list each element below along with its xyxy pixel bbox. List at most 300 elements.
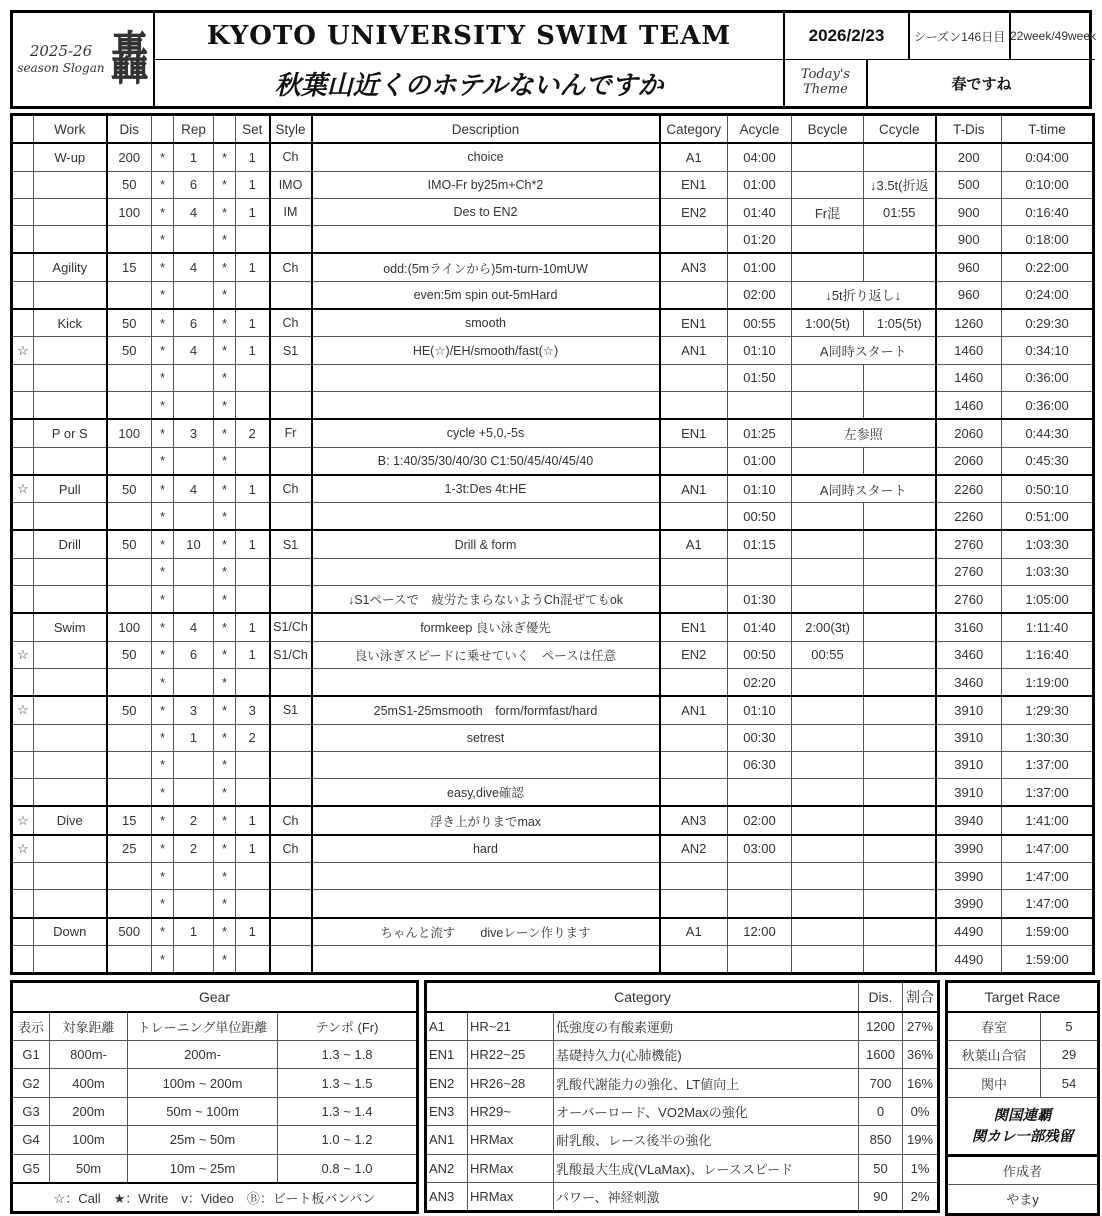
set-cell: [236, 751, 270, 778]
asterisk-cell: *: [152, 696, 174, 724]
rep-cell: [174, 890, 214, 918]
style-cell: S1: [270, 696, 312, 724]
call-star-cell: [12, 171, 34, 198]
description-cell: smooth: [312, 309, 660, 337]
work-cell: [34, 779, 107, 807]
work-cell: Kick: [34, 309, 107, 337]
call-star-cell: ☆: [12, 337, 34, 364]
style-cell: Fr: [270, 419, 312, 447]
bcycle-cell: [792, 863, 864, 890]
asterisk-cell: *: [152, 391, 174, 419]
race-name-cell: 春室: [947, 1012, 1041, 1041]
asterisk-cell: *: [152, 724, 174, 751]
work-cell: [34, 337, 107, 364]
tdis-cell: 3910: [936, 751, 1002, 778]
ccycle-cell: [864, 779, 936, 807]
asterisk-cell: *: [214, 364, 236, 391]
ttime-cell: 0:04:00: [1002, 143, 1094, 171]
asterisk-cell: *: [152, 558, 174, 585]
style-cell: Ch: [270, 253, 312, 281]
gear-row: [12, 1040, 418, 1068]
category-cell: [660, 364, 728, 391]
ttime-cell: 1:11:40: [1002, 613, 1094, 641]
header-date-row: [783, 13, 1095, 60]
asterisk-cell: *: [152, 447, 174, 475]
ccycle-cell: [864, 447, 936, 475]
rep-cell: [174, 391, 214, 419]
gear-tempo-cell: 1.3 ~ 1.5: [278, 1069, 418, 1097]
rep-cell: 1: [174, 724, 214, 751]
star-column-header: [12, 115, 34, 144]
target-race-table: [945, 980, 1100, 1215]
main-table-body: [12, 143, 1094, 973]
rep-cell: 2: [174, 806, 214, 834]
asterisk-cell: *: [152, 779, 174, 807]
work-cell: W-up: [34, 143, 107, 171]
ccycle-cell: [864, 806, 936, 834]
set-cell: 1: [236, 835, 270, 863]
category-cell: EN1: [660, 171, 728, 198]
rep-cell: [174, 945, 214, 973]
set-cell: 3: [236, 696, 270, 724]
gear-column-header: 表示: [12, 1012, 50, 1041]
dis-cell: 50: [107, 696, 152, 724]
tdis-cell: 2260: [936, 475, 1002, 503]
dis-cell: 200: [107, 143, 152, 171]
set-cell: 1: [236, 530, 270, 558]
ccycle-cell: [864, 364, 936, 391]
bcycle-cell: [792, 890, 864, 918]
category-cell: [660, 779, 728, 807]
gear-distance-cell: 100m: [50, 1126, 128, 1154]
set-cell: 1: [236, 918, 270, 946]
asterisk-cell: *: [152, 613, 174, 641]
asterisk-cell: *: [214, 863, 236, 890]
category-hr-cell: HRMax: [468, 1182, 554, 1211]
bcycle-cell: [792, 364, 864, 391]
acycle-cell: 01:40: [728, 198, 792, 225]
style-cell: Ch: [270, 309, 312, 337]
tdis-cell: 1460: [936, 391, 1002, 419]
ttime-cell: 0:10:00: [1002, 171, 1094, 198]
style-cell: [270, 890, 312, 918]
season-slogan: [17, 42, 104, 77]
gear-id-cell: G5: [12, 1154, 50, 1183]
rep-cell: [174, 863, 214, 890]
category-cell: [660, 863, 728, 890]
asterisk-cell: *: [214, 253, 236, 281]
style-cell: [270, 751, 312, 778]
set-cell: [236, 281, 270, 309]
dis-cell: [107, 751, 152, 778]
team-logo-calligraphy: 轟: [110, 24, 149, 93]
asterisk-cell: *: [214, 724, 236, 751]
category-cell: AN3: [660, 253, 728, 281]
dis-cell: 100: [107, 419, 152, 447]
target-race-row: [947, 1012, 1099, 1041]
style-cell: [270, 558, 312, 585]
ccycle-cell: [864, 668, 936, 696]
asterisk-cell: *: [214, 419, 236, 447]
workout-row: [12, 668, 1094, 696]
gear-unit-cell: 200m-: [128, 1040, 278, 1068]
call-star-cell: [12, 198, 34, 225]
bcycle-cell: [792, 806, 864, 834]
gear-unit-cell: 50m ~ 100m: [128, 1097, 278, 1125]
bcycle-column-header: Bcycle: [792, 115, 864, 144]
category-dis-cell: 1600: [859, 1040, 903, 1068]
set-cell: 1: [236, 475, 270, 503]
category-cell: EN1: [660, 419, 728, 447]
rep-cell: [174, 447, 214, 475]
category-table-body: [426, 1012, 939, 1212]
category-cell: [660, 890, 728, 918]
set-cell: 1: [236, 337, 270, 364]
category-row: [426, 1069, 939, 1097]
workout-row: [12, 475, 1094, 503]
ttime-cell: 1:16:40: [1002, 641, 1094, 668]
bcycle-cell: [792, 530, 864, 558]
acycle-cell: 00:50: [728, 641, 792, 668]
ttime-cell: 1:19:00: [1002, 668, 1094, 696]
category-cell: [660, 668, 728, 696]
work-cell: [34, 281, 107, 309]
ccycle-cell: ↓3.5t(折返: [864, 171, 936, 198]
call-star-cell: [12, 863, 34, 890]
style-cell: [270, 586, 312, 614]
season-day-counter: シーズン146日目: [908, 13, 1009, 59]
category-desc-cell: 基礎持久力(心肺機能): [554, 1040, 859, 1068]
description-cell: easy,dive確認: [312, 779, 660, 807]
acycle-cell: 00:55: [728, 309, 792, 337]
asterisk-cell: *: [152, 226, 174, 254]
ccycle-cell: [864, 391, 936, 419]
bcycle-cell: 1:00(5t): [792, 309, 864, 337]
category-cell: AN2: [660, 835, 728, 863]
category-ratio-cell: 0%: [903, 1097, 939, 1125]
style-cell: Ch: [270, 475, 312, 503]
gear-table-body: [12, 1040, 418, 1182]
team-title: KYOTO UNIVERSITY SWIM TEAM: [155, 13, 783, 60]
tdis-cell: 4490: [936, 918, 1002, 946]
theme-row: [783, 60, 1095, 106]
gear-id-cell: G1: [12, 1040, 50, 1068]
category-ratio-cell: 19%: [903, 1126, 939, 1154]
category-hr-cell: HR~21: [468, 1012, 554, 1041]
season-slogan-label: season Slogan: [17, 61, 105, 76]
category-dis-cell: 90: [859, 1182, 903, 1211]
tdis-cell: 3160: [936, 613, 1002, 641]
gear-unit-cell: 10m ~ 25m: [128, 1154, 278, 1183]
ttime-cell: 1:03:30: [1002, 558, 1094, 585]
ttime-cell: 0:22:00: [1002, 253, 1094, 281]
set-cell: 1: [236, 641, 270, 668]
rep-cell: 4: [174, 337, 214, 364]
category-cell: AN3: [660, 806, 728, 834]
workout-row: [12, 419, 1094, 447]
asterisk-cell: *: [214, 171, 236, 198]
asterisk-column-header: [214, 115, 236, 144]
dis-cell: [107, 863, 152, 890]
asterisk-cell: *: [152, 890, 174, 918]
rep-cell: 10: [174, 530, 214, 558]
description-cell: 1-3t:Des 4t:HE: [312, 475, 660, 503]
bcycle-cell: [792, 253, 864, 281]
call-star-cell: ☆: [12, 806, 34, 834]
workout-row: [12, 641, 1094, 668]
tdis-cell: 1260: [936, 309, 1002, 337]
category-cell: AN1: [660, 696, 728, 724]
style-cell: S1: [270, 530, 312, 558]
ccycle-cell: 1:05(5t): [864, 309, 936, 337]
asterisk-cell: *: [214, 835, 236, 863]
dis-cell: 50: [107, 475, 152, 503]
description-cell: [312, 503, 660, 531]
work-cell: [34, 226, 107, 254]
bcycle-cell: [792, 696, 864, 724]
workout-row: [12, 751, 1094, 778]
call-star-cell: [12, 586, 34, 614]
dis-cell: 25: [107, 835, 152, 863]
gear-distance-cell: 800m-: [50, 1040, 128, 1068]
acycle-cell: 12:00: [728, 918, 792, 946]
ttime-column-header: T-time: [1002, 115, 1094, 144]
style-cell: [270, 668, 312, 696]
rep-cell: 3: [174, 696, 214, 724]
description-cell: choice: [312, 143, 660, 171]
ttime-cell: 1:59:00: [1002, 918, 1094, 946]
rep-cell: [174, 226, 214, 254]
work-cell: [34, 586, 107, 614]
target-race-row: [947, 1069, 1099, 1097]
ccycle-cell: [864, 751, 936, 778]
description-cell: [312, 751, 660, 778]
asterisk-cell: *: [214, 918, 236, 946]
set-cell: [236, 890, 270, 918]
ttime-cell: 0:18:00: [1002, 226, 1094, 254]
rep-cell: [174, 558, 214, 585]
category-row: [426, 1040, 939, 1068]
description-cell: 25mS1-25msmooth form/formfast/hard: [312, 696, 660, 724]
ttime-cell: 0:45:30: [1002, 447, 1094, 475]
description-cell: formkeep 良い泳ぎ優先: [312, 613, 660, 641]
workout-row: [12, 253, 1094, 281]
asterisk-cell: *: [152, 945, 174, 973]
bcycle-cell: [792, 503, 864, 531]
ttime-cell: 1:47:00: [1002, 863, 1094, 890]
workout-row: [12, 337, 1094, 364]
bcycle-cell: [792, 668, 864, 696]
gear-unit-cell: 100m ~ 200m: [128, 1069, 278, 1097]
workout-row: [12, 806, 1094, 834]
ccycle-cell: [864, 558, 936, 585]
category-desc-cell: オーバーロード、VO2Maxの強化: [554, 1097, 859, 1125]
tdis-cell: 200: [936, 143, 1002, 171]
practice-date: 2026/2/23: [783, 13, 908, 59]
call-star-cell: ☆: [12, 696, 34, 724]
call-star-cell: [12, 143, 34, 171]
description-cell: [312, 863, 660, 890]
description-column-header: Description: [312, 115, 660, 144]
set-cell: [236, 558, 270, 585]
description-cell: [312, 364, 660, 391]
ttime-cell: 0:29:30: [1002, 309, 1094, 337]
tdis-cell: 2260: [936, 503, 1002, 531]
ccycle-cell: [864, 696, 936, 724]
dis-cell: 15: [107, 806, 152, 834]
ttime-cell: 0:24:00: [1002, 281, 1094, 309]
gear-distance-cell: 400m: [50, 1069, 128, 1097]
bcycle-cell: [792, 724, 864, 751]
ccycle-cell: [864, 945, 936, 973]
call-star-cell: [12, 447, 34, 475]
workout-row: [12, 696, 1094, 724]
ccycle-cell: [864, 253, 936, 281]
acycle-cell: [728, 558, 792, 585]
style-cell: S1: [270, 337, 312, 364]
bcycle-ccycle-cell: A同時スタート: [792, 475, 936, 503]
tdis-cell: 1460: [936, 364, 1002, 391]
tdis-cell: 2060: [936, 447, 1002, 475]
bcycle-ccycle-cell: A同時スタート: [792, 337, 936, 364]
gear-tempo-cell: 1.3 ~ 1.4: [278, 1097, 418, 1125]
week-counter: 22week/49week: [1009, 13, 1095, 59]
category-cell: [660, 724, 728, 751]
bcycle-cell: 00:55: [792, 641, 864, 668]
category-id-cell: EN1: [426, 1040, 468, 1068]
call-star-cell: [12, 391, 34, 419]
category-cell: [660, 226, 728, 254]
tdis-cell: 2760: [936, 530, 1002, 558]
work-cell: [34, 641, 107, 668]
rep-cell: [174, 668, 214, 696]
category-id-cell: AN2: [426, 1154, 468, 1182]
dis-cell: [107, 364, 152, 391]
dis-column-header: Dis: [107, 115, 152, 144]
category-desc-cell: パワー、神経刺激: [554, 1182, 859, 1211]
work-cell: Dive: [34, 806, 107, 834]
description-cell: IMO-Fr by25m+Ch*2: [312, 171, 660, 198]
gear-row: [12, 1154, 418, 1183]
ttime-cell: 1:47:00: [1002, 835, 1094, 863]
set-cell: [236, 779, 270, 807]
acycle-cell: 01:10: [728, 696, 792, 724]
category-dis-cell: 700: [859, 1069, 903, 1097]
call-star-cell: [12, 945, 34, 973]
bcycle-cell: [792, 751, 864, 778]
acycle-cell: 01:00: [728, 447, 792, 475]
set-cell: 1: [236, 253, 270, 281]
acycle-column-header: Acycle: [728, 115, 792, 144]
acycle-cell: 03:00: [728, 835, 792, 863]
workout-row: [12, 171, 1094, 198]
ccycle-cell: [864, 586, 936, 614]
tdis-cell: 900: [936, 198, 1002, 225]
description-cell: B: 1:40/35/30/40/30 C1:50/45/40/45/40: [312, 447, 660, 475]
ccycle-cell: [864, 890, 936, 918]
ccycle-cell: [864, 613, 936, 641]
category-desc-cell: 乳酸最大生成(VLaMax)、レーススピード: [554, 1154, 859, 1182]
category-ratio-cell: 1%: [903, 1154, 939, 1182]
category-cell: [660, 751, 728, 778]
category-cell: AN1: [660, 475, 728, 503]
acycle-cell: 01:10: [728, 475, 792, 503]
work-cell: [34, 724, 107, 751]
work-cell: Agility: [34, 253, 107, 281]
category-row: [426, 1154, 939, 1182]
work-cell: P or S: [34, 419, 107, 447]
call-star-cell: [12, 226, 34, 254]
acycle-cell: [728, 391, 792, 419]
rep-cell: 4: [174, 613, 214, 641]
gear-id-cell: G3: [12, 1097, 50, 1125]
style-cell: [270, 918, 312, 946]
workout-row: [12, 863, 1094, 890]
style-cell: Ch: [270, 835, 312, 863]
asterisk-cell: *: [214, 890, 236, 918]
bcycle-cell: [792, 447, 864, 475]
dis-cell: [107, 724, 152, 751]
set-cell: [236, 447, 270, 475]
description-cell: 浮き上がりまでmax: [312, 806, 660, 834]
asterisk-cell: *: [214, 558, 236, 585]
bcycle-cell: [792, 779, 864, 807]
acycle-cell: 00:30: [728, 724, 792, 751]
rep-cell: 6: [174, 641, 214, 668]
acycle-cell: 02:00: [728, 806, 792, 834]
acycle-cell: 01:40: [728, 613, 792, 641]
style-cell: S1/Ch: [270, 613, 312, 641]
ttime-cell: 1:29:30: [1002, 696, 1094, 724]
description-cell: cycle +5,0,-5s: [312, 419, 660, 447]
dis-cell: 500: [107, 918, 152, 946]
tdis-cell: 3910: [936, 779, 1002, 807]
asterisk-cell: *: [152, 751, 174, 778]
goal-line-2: 関カレ一部残留: [971, 1127, 1074, 1145]
category-cell: [660, 586, 728, 614]
rep-cell: [174, 503, 214, 531]
call-star-cell: [12, 918, 34, 946]
dis-cell: 50: [107, 171, 152, 198]
description-cell: ↓S1ペースで 疲労たまらないようCh混ぜてもok: [312, 586, 660, 614]
category-cell: A1: [660, 918, 728, 946]
gear-tempo-cell: 0.8 ~ 1.0: [278, 1154, 418, 1183]
tdis-cell: 3910: [936, 724, 1002, 751]
style-cell: [270, 503, 312, 531]
category-desc-cell: 耐乳酸、レース後半の強化: [554, 1126, 859, 1154]
dis-cell: [107, 890, 152, 918]
ccycle-cell: [864, 143, 936, 171]
acycle-cell: 01:00: [728, 171, 792, 198]
asterisk-cell: *: [152, 253, 174, 281]
symbol-legend: ☆：Call ★：Write v：Video Ⓑ：ビート板バンバン: [12, 1183, 418, 1213]
race-countdown-cell: 29: [1041, 1040, 1099, 1068]
work-cell: [34, 391, 107, 419]
call-star-cell: [12, 724, 34, 751]
work-cell: [34, 835, 107, 863]
workout-row: [12, 391, 1094, 419]
set-cell: [236, 503, 270, 531]
work-cell: Pull: [34, 475, 107, 503]
description-cell: [312, 391, 660, 419]
set-cell: [236, 586, 270, 614]
tdis-cell: 2060: [936, 419, 1002, 447]
tdis-cell: 3910: [936, 696, 1002, 724]
dis-cell: 50: [107, 530, 152, 558]
work-cell: [34, 171, 107, 198]
rep-cell: 6: [174, 171, 214, 198]
description-cell: hard: [312, 835, 660, 863]
